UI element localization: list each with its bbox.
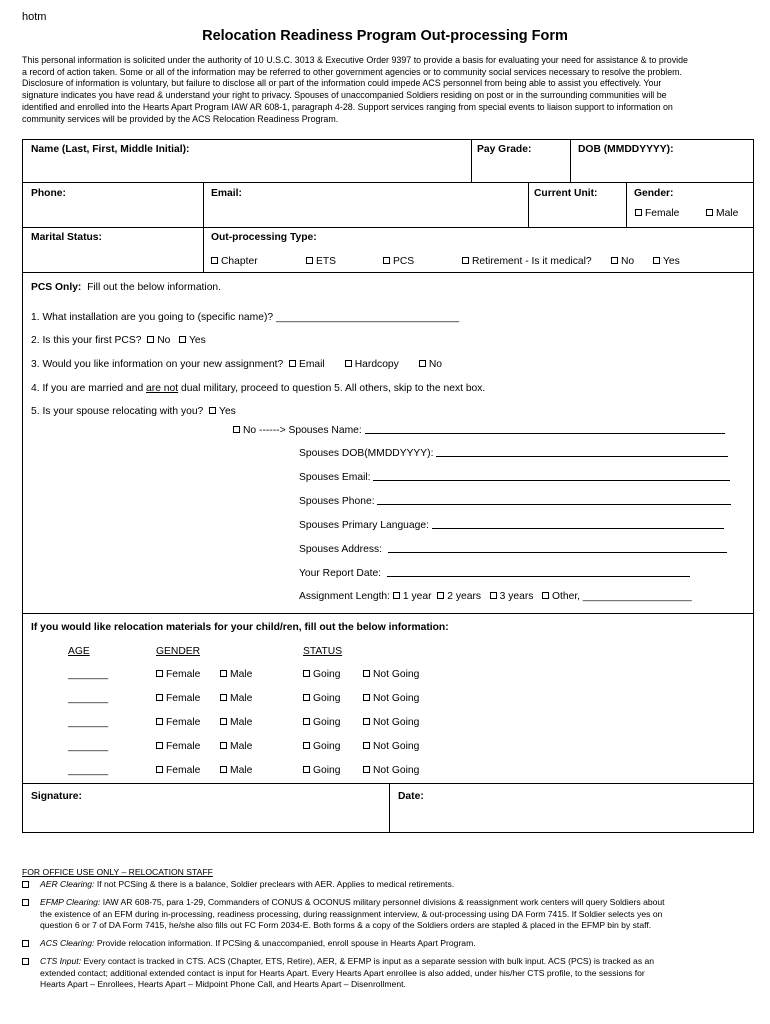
- checkbox-icon[interactable]: [419, 360, 426, 367]
- child-not-going-checkbox[interactable]: [363, 669, 419, 680]
- col-gender: GENDER: [156, 646, 201, 657]
- child-female-checkbox[interactable]: [156, 717, 200, 728]
- input-line[interactable]: [377, 495, 731, 505]
- checkbox-label: No: [621, 256, 635, 267]
- aer-clearing-item: [22, 879, 749, 891]
- checkbox-label: Female: [166, 765, 201, 776]
- checkbox-label: Not Going: [373, 693, 420, 704]
- item-label: AER Clearing:: [40, 879, 95, 889]
- pcs-section-heading: [31, 282, 221, 293]
- row-divider: [23, 227, 753, 228]
- child-male-checkbox[interactable]: [220, 765, 252, 776]
- checkbox-label: 1 year: [402, 591, 432, 602]
- checkbox-label: Yes: [219, 406, 236, 417]
- item-label: ACS Clearing:: [40, 938, 95, 948]
- child-age-field[interactable]: _______: [68, 717, 109, 728]
- checkbox-icon: [635, 209, 642, 216]
- field-label: Spouses Phone:: [299, 496, 375, 507]
- row-divider: [23, 182, 753, 183]
- checkbox-icon: [220, 718, 227, 725]
- checkbox-label: 3 years: [499, 591, 534, 602]
- checkbox-icon: [363, 766, 370, 773]
- child-age-field[interactable]: _______: [68, 741, 109, 752]
- checkbox-icon: [303, 670, 310, 677]
- checkbox-label: Female: [166, 741, 201, 752]
- row-divider: [23, 613, 753, 614]
- spouse-phone-field[interactable]: [299, 495, 731, 507]
- checkbox-icon: [653, 257, 660, 264]
- checkbox-label: Not Going: [373, 669, 420, 680]
- checkbox-icon[interactable]: [289, 360, 296, 367]
- input-line[interactable]: [373, 471, 730, 481]
- col-divider: [626, 182, 627, 227]
- checkbox-icon: [303, 694, 310, 701]
- outprocessing-form: [22, 139, 754, 833]
- checkbox-icon: [220, 670, 227, 677]
- assignment-length-field: [299, 591, 692, 602]
- input-line[interactable]: [388, 543, 727, 553]
- checkbox-icon: [156, 766, 163, 773]
- checkbox-label: Going: [313, 669, 341, 680]
- gender-male-checkbox[interactable]: [706, 208, 738, 219]
- child-not-going-checkbox[interactable]: [363, 693, 419, 704]
- child-male-checkbox[interactable]: [220, 717, 252, 728]
- item-text: Hearts Apart – Enrollees, Hearts Apart – Midpoint Phone Call, and Hearts Apart – Disenrollment.: [40, 979, 406, 989]
- checkbox-label: Female: [645, 208, 680, 219]
- checkbox-icon: [156, 742, 163, 749]
- spouse-name-field[interactable]: [233, 424, 725, 436]
- pcs-question-dual-military: [31, 383, 485, 394]
- checkbox-icon: [303, 742, 310, 749]
- checkbox-label: Going: [313, 717, 341, 728]
- checkbox-icon: [611, 257, 618, 264]
- spouse-dob-field[interactable]: [299, 447, 728, 459]
- checkbox-icon: [306, 257, 313, 264]
- checkbox-label: PCS: [393, 256, 415, 267]
- col-divider: [203, 182, 204, 272]
- outprocessing-type-label: Out-processing Type:: [211, 232, 317, 243]
- checkbox-label: Yes: [663, 256, 680, 267]
- checkbox-icon[interactable]: [147, 336, 154, 343]
- item-label: CTS Input:: [40, 956, 82, 966]
- field-label: Your Report Date:: [299, 568, 382, 579]
- efmp-clearing-item: [22, 897, 749, 933]
- item-text: question 6 or 7 of DA Form 7415, he/she also fills out FC Form 2034-E. Both forms & a copy of the Soldiers orders are stapled & placed in the EFMP bin by staff.: [40, 920, 652, 930]
- checkbox-label: Male: [716, 208, 739, 219]
- checkbox-icon[interactable]: [22, 940, 29, 947]
- col-divider: [471, 140, 472, 182]
- privacy-line: Disclosure of information is voluntary, but failure to disclose all or part of the information could impede ACS personnel from being able to assist you effectively. Your: [22, 78, 662, 89]
- item-text: the existence of an EFM during in-processing, readiness processing, during reassignment interview, & out-processing using DA Form 7415. If Soldier selects yes on: [40, 908, 663, 919]
- checkbox-label: Not Going: [373, 765, 420, 776]
- checkbox-label: Not Going: [373, 717, 420, 728]
- checkbox-icon: [156, 718, 163, 725]
- signature-field[interactable]: Signature:: [31, 791, 82, 802]
- col-status: STATUS: [303, 646, 343, 657]
- checkbox-label: Email: [298, 359, 325, 370]
- child-age-field[interactable]: _______: [68, 765, 109, 776]
- privacy-line: community services will be provided by the ACS Relocation Readiness Program.: [22, 113, 339, 124]
- child-male-checkbox[interactable]: [220, 693, 252, 704]
- office-heading-text: FOR OFFICE USE ONLY – RELOCATION STAFF: [22, 867, 213, 877]
- checkbox-icon[interactable]: [179, 336, 186, 343]
- checkbox-label: Male: [230, 741, 253, 752]
- privacy-statement: [22, 55, 749, 125]
- question-text: dual military, proceed to question 5. All others, skip to the next box.: [178, 383, 486, 394]
- checkbox-label: Male: [230, 717, 253, 728]
- checkbox-icon: [363, 670, 370, 677]
- field-label: Spouses DOB(MMDDYYYY):: [299, 448, 434, 459]
- child-going-checkbox[interactable]: [303, 765, 340, 776]
- question-text: 3. Would you like information on your new assignment?: [31, 359, 284, 370]
- checkbox-icon: [220, 766, 227, 773]
- gender-label: Gender:: [634, 188, 674, 199]
- question-text: 5. Is your spouse relocating with you?: [31, 406, 204, 417]
- privacy-line: This personal information is solicited under the authority of 10 U.S.C. 3013 & Executive Order 9397 to provide a basis for evaluating your need for assistance & to provide: [22, 55, 688, 65]
- checkbox-icon[interactable]: [22, 899, 29, 906]
- acs-clearing-item: [22, 938, 749, 950]
- question-text: 4. If you are married and: [31, 383, 147, 394]
- col-divider: [389, 783, 390, 833]
- checkbox-icon: [363, 742, 370, 749]
- item-text: Every contact is tracked in CTS. ACS (Chapter, ETS, Retire), AER, & EFMP is input as a separate session with bulk input. ACS (PCS) is tracked as an: [81, 956, 655, 966]
- type-retirement-checkbox[interactable]: [462, 256, 592, 267]
- input-line[interactable]: [432, 519, 724, 529]
- email-field[interactable]: Email:: [211, 188, 242, 199]
- name-field[interactable]: Name (Last, First, Middle Initial):: [31, 144, 190, 155]
- child-female-checkbox[interactable]: [156, 669, 200, 680]
- cts-input-item: [22, 956, 749, 992]
- checkbox-label: Yes: [188, 335, 206, 346]
- pcs-heading-bold: PCS Only:: [31, 282, 82, 293]
- checkbox-icon: [211, 257, 218, 264]
- child-not-going-checkbox[interactable]: [363, 765, 419, 776]
- checkbox-icon: [363, 718, 370, 725]
- spouse-language-field[interactable]: [299, 519, 724, 531]
- medical-yes-checkbox[interactable]: [653, 256, 680, 267]
- pcs-question-spouse-relocating: [31, 406, 236, 417]
- field-label: Assignment Length:: [299, 591, 391, 602]
- checkbox-icon: [220, 742, 227, 749]
- checkbox-icon: [303, 718, 310, 725]
- pcs-question-assignment-info: [31, 359, 442, 370]
- child-age-field[interactable]: _______: [68, 693, 109, 704]
- form-tag: hotm: [22, 11, 47, 23]
- page-title: Relocation Readiness Program Out-processing Form: [202, 28, 568, 44]
- checkbox-icon: [706, 209, 713, 216]
- row-divider: [23, 783, 753, 784]
- checkbox-icon[interactable]: [22, 881, 29, 888]
- checkbox-icon: [303, 766, 310, 773]
- input-line[interactable]: [365, 424, 725, 434]
- checkbox-icon: [220, 694, 227, 701]
- child-not-going-checkbox[interactable]: [363, 717, 419, 728]
- checkbox-label: Not Going: [373, 741, 420, 752]
- checkbox-icon: [383, 257, 390, 264]
- child-going-checkbox[interactable]: [303, 717, 340, 728]
- checkbox-label: Going: [313, 765, 341, 776]
- checkbox-label: Female: [166, 669, 201, 680]
- checkbox-label: Female: [166, 717, 201, 728]
- item-text: IAW AR 608-75, para 1-29, Commanders of CONUS & OCONUS military personnel divisions & reassignment work centers will query Soldiers about: [100, 897, 665, 907]
- checkbox-label: Male: [230, 693, 253, 704]
- checkbox-label: No: [428, 359, 443, 370]
- child-not-going-checkbox[interactable]: [363, 741, 419, 752]
- checkbox-icon[interactable]: [490, 592, 497, 599]
- office-use-heading: [22, 867, 213, 879]
- checkbox-label: No: [157, 335, 171, 346]
- checkbox-label: Retirement - Is it medical?: [472, 256, 592, 267]
- type-ets-checkbox[interactable]: [306, 256, 336, 267]
- question-text: 2. Is this your first PCS?: [31, 335, 142, 346]
- child-female-checkbox[interactable]: [156, 765, 200, 776]
- child-age-field[interactable]: _______: [68, 669, 109, 680]
- pay-grade-field[interactable]: Pay Grade:: [477, 144, 532, 155]
- checkbox-label: 2 years: [447, 591, 482, 602]
- checkbox-icon: [462, 257, 469, 264]
- field-label: Spouses Address:: [299, 544, 382, 555]
- checkbox-label: Female: [166, 693, 201, 704]
- item-text: Provide relocation information. If PCSing & unaccompanied, enroll spouse in Hearts Apart Program.: [94, 938, 476, 948]
- checkbox-icon[interactable]: [233, 426, 240, 433]
- checkbox-label: Chapter: [221, 256, 258, 267]
- spouse-address-field[interactable]: [299, 543, 727, 555]
- checkbox-icon[interactable]: [437, 592, 444, 599]
- children-section-heading: If you would like relocation materials for your child/ren, fill out the below information:: [31, 622, 449, 633]
- marital-status-field[interactable]: Marital Status:: [31, 232, 102, 243]
- checkbox-label: Going: [313, 741, 341, 752]
- child-going-checkbox[interactable]: [303, 669, 340, 680]
- checkbox-label: ETS: [316, 256, 337, 267]
- pcs-question-first-pcs: [31, 335, 206, 346]
- child-going-checkbox[interactable]: [303, 741, 340, 752]
- pcs-question-installation[interactable]: 1. What installation are you going to (specific name)? ________________________________: [31, 312, 460, 323]
- item-label: EFMP Clearing:: [40, 897, 101, 907]
- item-text: If not PCSing & there is a balance, Soldier preclears with AER. Applies to medical retirements.: [94, 879, 455, 889]
- child-male-checkbox[interactable]: [220, 669, 252, 680]
- checkbox-label: Male: [230, 765, 253, 776]
- pcs-heading-text: Fill out the below information.: [87, 282, 222, 293]
- row-divider: [23, 272, 753, 273]
- report-date-field[interactable]: [299, 567, 690, 579]
- checkbox-icon[interactable]: [393, 592, 400, 599]
- child-going-checkbox[interactable]: [303, 693, 340, 704]
- checkbox-label: Other, ___________________: [552, 591, 692, 602]
- field-label: Spouses Email:: [299, 472, 371, 483]
- checkbox-label: Going: [313, 693, 341, 704]
- item-text: extended contact; additional extended contact is input for Hearts Apart. Every Hearts Apart enrollee is also added, under his/her CTS profile, to the sessions for: [40, 967, 645, 978]
- field-label: No ------> Spouses Name:: [243, 425, 362, 436]
- type-chapter-checkbox[interactable]: [211, 256, 258, 267]
- current-unit-field[interactable]: Current Unit:: [534, 188, 598, 199]
- phone-field[interactable]: Phone:: [31, 188, 66, 199]
- col-age: AGE: [68, 646, 90, 657]
- checkbox-icon: [156, 694, 163, 701]
- col-divider: [570, 140, 571, 182]
- checkbox-label: Hardcopy: [354, 359, 399, 370]
- input-line[interactable]: [436, 447, 728, 457]
- checkbox-label: Male: [230, 669, 253, 680]
- medical-no-checkbox[interactable]: [611, 256, 634, 267]
- child-female-checkbox[interactable]: [156, 741, 200, 752]
- checkbox-icon: [363, 694, 370, 701]
- checkbox-icon: [156, 670, 163, 677]
- checkbox-icon[interactable]: [345, 360, 352, 367]
- privacy-line: identified and enrolled into the Hearts Apart Program IAW AR 608-1, paragraph 4-28. Support services ranging from special events to liaison support to information on: [22, 101, 673, 112]
- spouse-email-field[interactable]: [299, 471, 730, 483]
- child-male-checkbox[interactable]: [220, 741, 252, 752]
- input-line[interactable]: [387, 567, 690, 577]
- privacy-line: signature indicates you have read & understand your right to privacy. Spouses of unaccompanied Soldiers residing on post or in the surrounding communities will be: [22, 90, 667, 101]
- checkbox-icon[interactable]: [542, 592, 549, 599]
- col-divider: [528, 182, 529, 227]
- gender-female-checkbox[interactable]: [635, 208, 679, 219]
- dob-field[interactable]: DOB (MMDDYYYY):: [578, 144, 674, 155]
- type-pcs-checkbox[interactable]: [383, 256, 414, 267]
- child-female-checkbox[interactable]: [156, 693, 200, 704]
- field-label: Spouses Primary Language:: [299, 520, 429, 531]
- checkbox-icon[interactable]: [22, 958, 29, 965]
- checkbox-icon[interactable]: [209, 407, 216, 414]
- date-field[interactable]: Date:: [398, 791, 424, 802]
- question-emphasis: are not: [146, 383, 179, 394]
- privacy-line: a record of action taken. Some or all of the information may be referred to other government agencies or to community social services necessary to resolve the problem.: [22, 66, 683, 77]
